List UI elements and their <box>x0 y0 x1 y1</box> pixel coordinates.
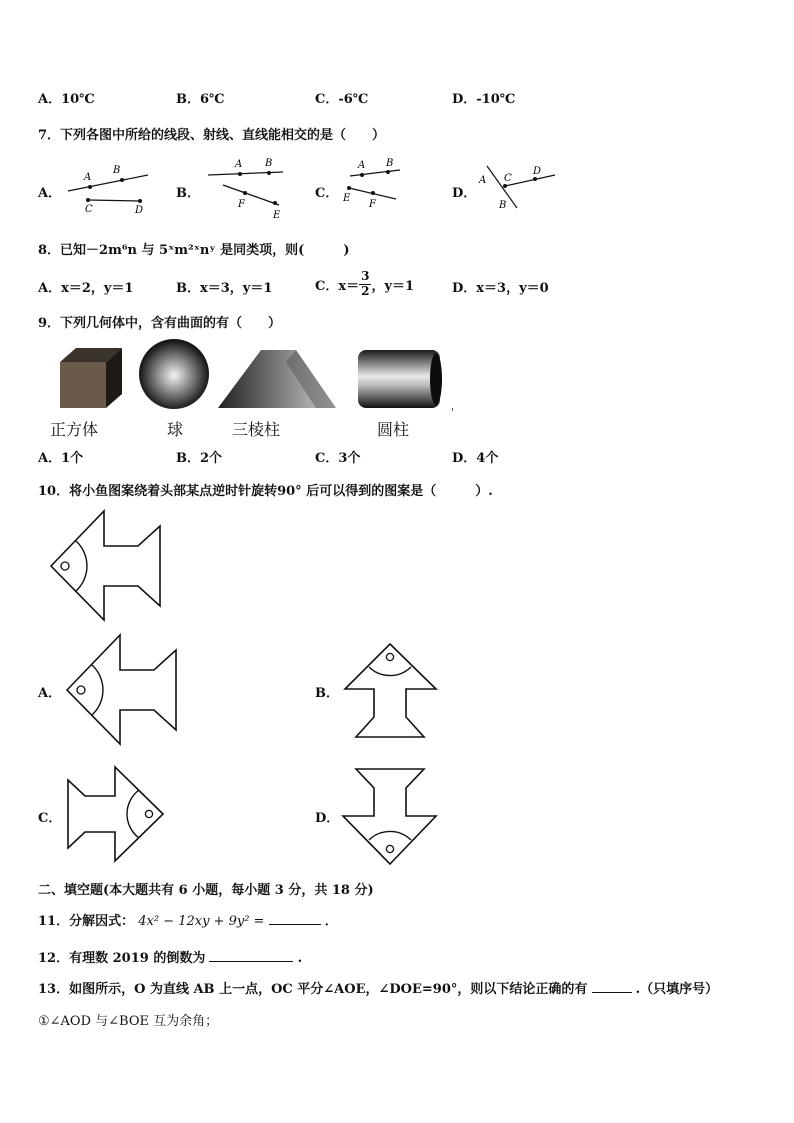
q12-answer-blank[interactable] <box>209 961 293 962</box>
q7-figure-a <box>60 160 160 220</box>
q9-option-d: D．4个 <box>452 451 499 466</box>
q13-answer-blank[interactable] <box>592 992 632 993</box>
q10-original-fish <box>50 510 162 622</box>
q7-figure-d <box>475 160 565 215</box>
q8-option-a: A．x＝2，y＝1 <box>38 281 134 296</box>
q7-b-label-A: A <box>235 159 243 170</box>
q7-b-label-E: E <box>273 210 281 221</box>
q13 <box>38 978 718 997</box>
q9-solid-label-cube: 正方体 <box>50 420 99 439</box>
q9-solid-label-prism: 三棱柱 <box>232 420 281 439</box>
q6-option-c: C．-6℃ <box>315 92 369 107</box>
cylinder-shape <box>358 350 442 408</box>
q8-stem: 8．已知－2m⁶n 与 5ˣm²ˣnʸ 是同类项，则( ) <box>38 243 350 258</box>
q10-option-b-fish <box>344 643 438 739</box>
q7-option-d-letter: D． <box>452 186 477 201</box>
q10-option-a-letter: A． <box>38 686 62 701</box>
q10-option-d-fish <box>342 768 438 866</box>
q7-c-label-F: F <box>369 199 376 210</box>
q12-stem: 12．有理数 2019 的倒数为 <box>38 951 206 966</box>
q7-b-label-F: F <box>238 199 245 210</box>
q7-a-label-D: D <box>135 205 144 216</box>
q12-tail: . <box>297 951 303 966</box>
q8-option-c-denominator: 2 <box>361 283 370 298</box>
stray-mark <box>452 408 453 411</box>
q7-figure-c <box>340 155 410 215</box>
q10-option-c-letter: C． <box>38 811 62 826</box>
q11-expression: 4x² − 12xy + 9y² = <box>138 914 265 929</box>
q11-answer-blank[interactable] <box>269 924 321 925</box>
q6-option-d: D．-10℃ <box>452 92 516 107</box>
q7-d-label-C: C <box>504 173 512 184</box>
q8-option-c-numerator: 3 <box>361 269 370 284</box>
q9-option-a: A．1个 <box>38 451 84 466</box>
q10-option-d-letter: D． <box>315 811 340 826</box>
q11-tail: ． <box>324 914 338 929</box>
q10-stem: 10．将小鱼图案绕着头部某点逆时针旋转90° 后可以得到的图案是（ ）. <box>38 484 493 499</box>
q7-c-label-A: A <box>358 160 366 171</box>
q8-option-c-fraction <box>359 270 371 297</box>
q7-option-a-letter: A． <box>38 186 62 201</box>
q7-c-label-E: E <box>343 193 351 204</box>
q6-option-b: B．6℃ <box>176 92 225 107</box>
sphere-shape <box>139 339 209 409</box>
q8-option-c <box>315 266 414 302</box>
q9-solid-label-cylinder: 圆柱 <box>377 420 410 439</box>
q13-item-1: ①∠AOD 与∠BOE 互为余角； <box>38 1014 219 1029</box>
q10-option-c-fish <box>67 766 165 862</box>
q7-a-label-A: A <box>84 172 92 183</box>
q9-solid-label-sphere: 球 <box>167 420 184 439</box>
q9-stem: 9．下列几何体中，含有曲面的有（ ） <box>38 316 282 331</box>
q7-stem: 7．下列各图中所给的线段、射线、直线能相交的是（ ） <box>38 128 386 143</box>
triangular-prism-shape <box>218 350 336 408</box>
q11 <box>38 910 338 929</box>
q7-b-label-B: B <box>265 158 273 169</box>
q13-tail: .（只填序号） <box>635 982 719 997</box>
q11-stem: 11．分解因式： <box>38 914 135 929</box>
q7-option-b-letter: B． <box>176 186 200 201</box>
q7-d-label-B: B <box>499 200 507 211</box>
q8-option-c-prefix: C．x＝ <box>315 278 360 294</box>
q12 <box>38 947 302 966</box>
q8-option-c-suffix: ，y＝1 <box>371 278 415 294</box>
q10-option-a-fish <box>66 634 178 746</box>
q9-option-c: C．3个 <box>315 451 361 466</box>
q13-stem: 13．如图所示，O 为直线 AB 上一点，OC 平分∠AOE，∠DOE=90°，则以下结论正确的有 <box>38 982 588 997</box>
q7-d-label-D: D <box>533 166 542 177</box>
section2-heading: 二、填空题(本大题共有 6 小题，每小题 3 分，共 18 分) <box>38 883 374 898</box>
q7-figure-b <box>205 155 295 225</box>
q6-option-a: A．10℃ <box>38 92 95 107</box>
q8-option-d: D．x＝3，y＝0 <box>452 281 549 296</box>
q9-solids-figure <box>46 338 456 416</box>
q9-option-b: B．2个 <box>176 451 223 466</box>
q7-c-label-B: B <box>386 158 394 169</box>
q8-option-b: B．x＝3，y＝1 <box>176 281 273 296</box>
q7-d-label-A: A <box>479 175 487 186</box>
q7-a-label-C: C <box>85 204 93 215</box>
q10-option-b-letter: B． <box>315 686 339 701</box>
q7-option-c-letter: C． <box>315 186 339 201</box>
cube-shape <box>60 348 122 408</box>
q7-a-label-B: B <box>113 165 121 176</box>
